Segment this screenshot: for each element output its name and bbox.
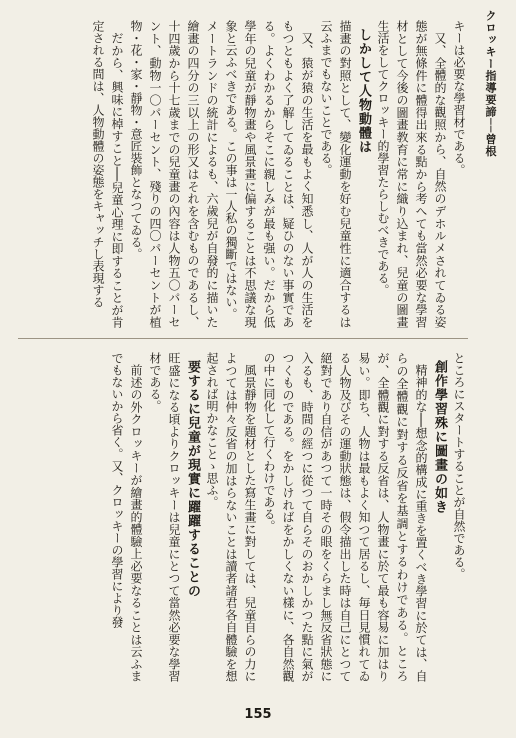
paragraph: 風景靜物を題材とした寫生畫に對しては、兒童自らの力によつては仲々反省の加はらないことは讀者諸君各自體驗を想起されば明かなことゝ思ふ。 bbox=[205, 352, 257, 682]
section-heading: 要するに兒童が現實に躍躍することの bbox=[185, 360, 200, 598]
paragraph: 旺盛になる頃よりクロッキーは兒童にとつて當然必要な學習材である。 bbox=[148, 352, 181, 682]
section-heading: しかして人物動體は bbox=[356, 28, 371, 154]
tier-divider bbox=[18, 338, 468, 339]
paragraph: 前述の外クロッキーが繪畫的體驗上必要なることは云ふまでもないから省く。又、クロッキーの學習により發 bbox=[110, 352, 143, 682]
paragraph: キーは必要な學習材である。 bbox=[452, 20, 466, 176]
running-head: クロッキー指導要諦──曾根 bbox=[484, 10, 497, 158]
paragraph: 精神的な──想念的構成に重きを置くべき學習に於ては、自らの全體觀に對する反省を基調とするわけである。ところが、全體觀に對する反省は、人物畫に於て最も容易に加はり易い。即ち、人物は最もよく知つて居るし、毎日見慣れてゐる人物及びその運動狀態は、假令描出した時は自己にとつて絕對であり自信があつて一時その眼をくらまし無反省狀態に入るも、時間の經つに從つて自らそのおかしかつた點に氣がつくものである。をかしければをかしくない樣に、各自然觀の中に同化して行くわけである。 bbox=[262, 352, 428, 682]
paragraph: 又、猿が猿の生活を最もよく知悉し、人が人の生活をもつともよく了解してゐることは、疑ひのない事實である。よくわかるからそこに親しみが最も强い。だから低學年の兒童が靜物畫や風景畫に偏することは不思議な現象と云ふべきである。この事は一人私の獨斷ではない。 bbox=[224, 20, 314, 328]
upper-text-block bbox=[18, 20, 468, 328]
paragraph: 又、全體的な觀照から、自然のデホルメされてゐる姿態が無條件に體得出來る點から考へても當然必要な學習材として今後の圖畫教育に常に織り込まれ、兒童の圖畫生活をしてクロッキー的學習たらしむべきである。 bbox=[376, 20, 447, 328]
paragraph: だから、興味に棹すこと──兒童心理に即することが肯定される間は、人物動體の姿態をキャッチし表現する bbox=[91, 20, 124, 328]
lower-text-block bbox=[18, 352, 468, 682]
paragraph: ところにスタートすることが自然である。 bbox=[452, 352, 466, 580]
paragraph: メートランドの統計によるも、六歲兒が自發的に描いた繪畫の四分の三以上の形又はそれを含むものであるし、十四歲から十七歲までの兒童畫の內容は人物五〇パーセント、動物一〇パーセント、殘りの四〇パーセントが植物・花・家・靜物・意匠裝飾となつてゐる。 bbox=[129, 20, 219, 328]
page-number: 155 bbox=[244, 707, 272, 722]
paragraph: 描畫の對照として、變化運動を好む兒童性に適合するは云ふまでもないことである。 bbox=[319, 20, 352, 328]
section-heading: 創作學習殊に圖畫の如き bbox=[432, 360, 447, 514]
